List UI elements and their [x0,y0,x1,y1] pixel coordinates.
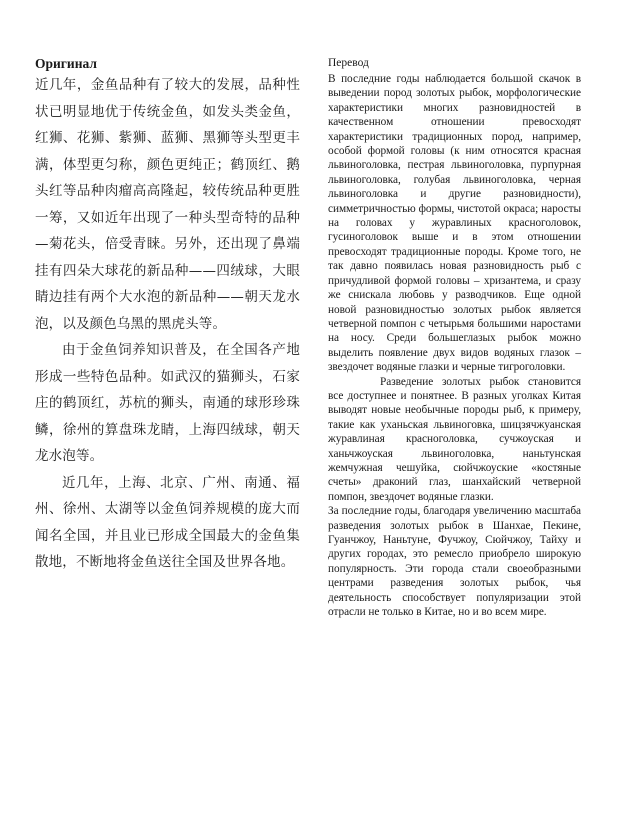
translation-heading: Перевод [328,57,369,69]
original-column [35,56,300,576]
translation-paragraph-2: Разведение золотых рыбок становится все доступнее и понятнее. В разных уголках Китая выводят новые необычные породы рыб, к примеру, такие как уханьская львиноговка, шицзячжуанская журавлиная красноголовка, сучжоуская и ханьчжоуская львиноголовка, наньтунская жемчужная чешуйка, сюйчжоуские «костяные счеты» драконий глаз, шанхайский четверной помпон, звездочет водяные глазки. [328,375,581,503]
original-paragraph-3: 近几年，上海、北京、广州、南通、福州、徐州、太湖等以金鱼饲养规模的庞大而闻名全国，并且业已形成全国最大的金鱼集散地，不断地将金鱼送往全国及世界各地。 [35,474,300,570]
translation-paragraph-3: За последние годы, благодаря увеличению масштаба разведения золотых рыбок в Шанхае, Пекине, Гуанчжоу, Наньтуне, Фучжоу, Сюйчжоу, Тайху и других городах, это ремесло приобрело широкую популярность. Эти города стали своеобразными центрами разведения золотых рыбок, чья деятельность способствует популяризации этой отрасли не только в Китае, но и во всем мире. [328,505,581,619]
original-heading: Оригинал [35,56,97,71]
original-paragraph-1: 近几年，金鱼品种有了较大的发展，品种性状已明显地优于传统金鱼，如发头类金鱼，红狮、花狮、紫狮、蓝狮、黑狮等头型更丰满，体型更匀称，颜色更纯正；鹤顶红、鹅头红等品种肉瘤高高隆起，较传统品种更胜一筹，又如近年出现了一种头型奇特的品种—菊花头，倍受青睐。另外，还出现了鼻端挂有四朵大球花的新品种——四绒球，大眼睛边挂有两个大水泡的新品种——朝天龙水泡，以及颜色乌黑的黑虎头等。 [35,77,300,332]
translation-paragraph-1: В последние годы наблюдается большой скачок в выведении пород золотых рыбок, морфологические характеристики многих разновидностей в качественном отношении превосходят характеристики традиционных пород, например, особой формой головы (к ним относятся красная львиноголовка, пестрая львиноголовка, пурпурная львиноголовка, голубая львиноголовка, черная львиноголовка и другие разновидности), симметричностью формы, чистотой окраса; наросты на головах у журавлиных красноголовок, гусиноголовок выше и в этом отношении превосходят традиционные породы. Кроме того, не так давно появилась новая разновидность рыб с причудливой формой головы – хризантема, и сразу же снискала любовь у разводчиков. Еще одной новой разновидностью золотых рыбок является четверной помпон с четырьмя большими наростами на носу. Среди большеглазых рыбок можно выделить появление двух видов водяных глазок – звездочет водяные глазки и черные тигроголовки. [328,73,581,374]
translation-column [328,56,581,619]
original-paragraph-2: 由于金鱼饲养知识普及，在全国各产地形成一些特色品种。如武汉的猫狮头，石家庄的鹤顶红，苏杭的狮头，南通的球形珍珠鳞，徐州的算盘珠龙睛，上海四绒球，朝天龙水泡等。 [35,342,300,464]
